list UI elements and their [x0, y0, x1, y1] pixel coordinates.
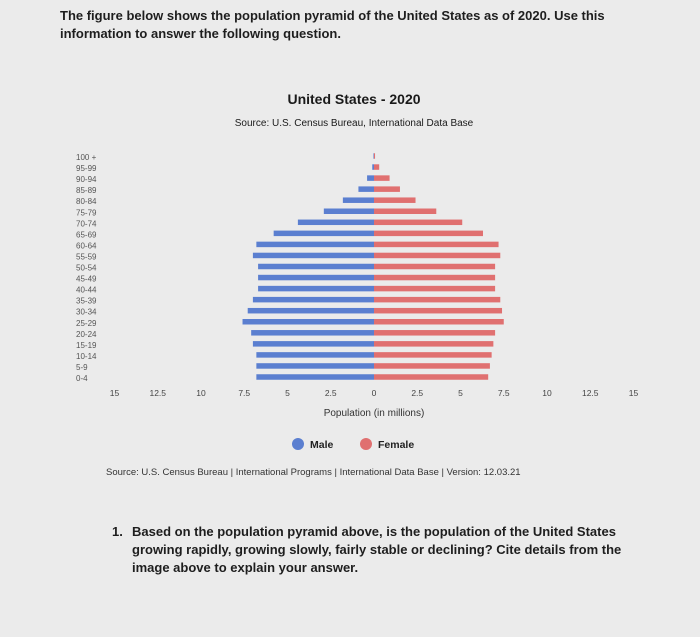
male-bar	[256, 352, 374, 358]
male-bar	[256, 374, 374, 380]
legend-female-swatch	[360, 438, 372, 450]
female-bar	[374, 231, 483, 237]
question-block	[112, 523, 652, 577]
female-bar	[374, 363, 490, 369]
male-bar	[343, 197, 374, 203]
female-bar	[374, 175, 390, 181]
age-label: 65-69	[76, 230, 97, 240]
x-tick-label: 12.5	[581, 388, 599, 398]
chart-title: United States - 2020	[287, 91, 421, 107]
age-label: 5-9	[76, 362, 88, 372]
male-bar	[324, 209, 374, 215]
age-label: 100 +	[76, 153, 97, 162]
x-tick-label: 12.5	[149, 388, 167, 398]
age-label: 30-34	[76, 307, 97, 317]
female-bar	[374, 275, 495, 281]
female-bar	[374, 352, 492, 358]
legend	[292, 438, 414, 451]
intro-text: The figure below shows the population pyramid of the United States as of 2020. Use this information to answer the following question.	[60, 8, 605, 41]
x-tick-label: 10	[196, 388, 206, 398]
female-bar	[374, 341, 493, 347]
x-axis-label: Population (in millions)	[323, 408, 425, 419]
male-bar	[298, 220, 374, 226]
female-bar	[374, 297, 500, 303]
female-bar	[374, 330, 495, 336]
age-label: 45-49	[76, 274, 97, 284]
male-bar	[258, 275, 374, 281]
x-tick-label: 15	[109, 388, 120, 398]
x-tick-label: 2.5	[411, 388, 424, 398]
age-label: 70-74	[76, 219, 97, 229]
age-axis-labels	[76, 153, 97, 383]
age-label: 40-44	[76, 285, 97, 295]
age-label: 15-19	[76, 340, 97, 350]
age-label: 75-79	[76, 208, 97, 218]
male-bar	[256, 242, 374, 248]
female-bar	[374, 186, 400, 192]
male-bar	[258, 286, 374, 292]
x-tick-label: 5	[458, 388, 463, 398]
x-tick-label: 2.5	[324, 388, 337, 398]
x-tick-label: 15	[628, 388, 639, 398]
age-label: 80-84	[76, 197, 97, 207]
male-bar	[367, 175, 374, 181]
x-tick-label: 5	[285, 388, 290, 398]
female-bar	[374, 209, 436, 215]
female-bar	[374, 153, 375, 159]
age-label: 90-94	[76, 175, 97, 185]
x-tick-label: 7.5	[238, 388, 251, 398]
chart-footnote: Source: U.S. Census Bureau | International Programs | International Data Base | Version: 12.03.21	[106, 467, 521, 478]
male-bar	[274, 231, 374, 237]
chart-subtitle: Source: U.S. Census Bureau, International Data Base	[234, 118, 474, 129]
age-label: 60-64	[76, 241, 97, 251]
age-label: 55-59	[76, 252, 97, 262]
male-bar	[253, 253, 374, 259]
age-label: 35-39	[76, 296, 97, 306]
female-bar	[374, 374, 488, 380]
age-label: 10-14	[76, 351, 97, 361]
female-bar	[374, 286, 495, 292]
female-bar	[374, 242, 499, 248]
female-bar	[374, 319, 504, 325]
female-bar	[374, 253, 500, 259]
age-label: 50-54	[76, 263, 97, 273]
male-bar	[258, 264, 374, 270]
x-axis-ticks	[110, 388, 639, 398]
female-bar	[374, 308, 502, 314]
male-bar	[372, 164, 374, 170]
male-bar	[358, 186, 374, 192]
female-bar	[374, 164, 379, 170]
x-tick-label: 0	[371, 388, 377, 398]
female-bar	[374, 197, 416, 203]
population-pyramid-chart	[40, 68, 680, 488]
male-bar	[253, 341, 374, 347]
male-bar	[243, 319, 374, 325]
legend-male-swatch	[292, 438, 304, 450]
bars-group	[243, 153, 504, 380]
age-label: 0-4	[76, 374, 88, 383]
population-pyramid-figure	[40, 68, 680, 488]
male-bar	[248, 308, 374, 314]
legend-female-label: Female	[378, 439, 415, 451]
male-bar	[253, 297, 374, 303]
x-tick-label: 10	[542, 388, 552, 398]
male-bar	[256, 363, 374, 369]
question-number: 1.	[112, 524, 123, 539]
male-bar	[251, 330, 374, 336]
question-text: Based on the population pyramid above, is the population of the United States growing rapidly, growing slowly, fairly stable or declining? Cite details from the image above to explain your answer.	[132, 524, 622, 575]
female-bar	[374, 264, 495, 270]
age-label: 85-89	[76, 186, 97, 196]
female-bar	[374, 220, 462, 226]
male-bar	[373, 153, 374, 159]
age-label: 95-99	[76, 164, 97, 174]
age-label: 20-24	[76, 329, 97, 339]
legend-male-label: Male	[310, 439, 334, 451]
age-label: 25-29	[76, 318, 97, 328]
x-tick-label: 7.5	[497, 388, 510, 398]
